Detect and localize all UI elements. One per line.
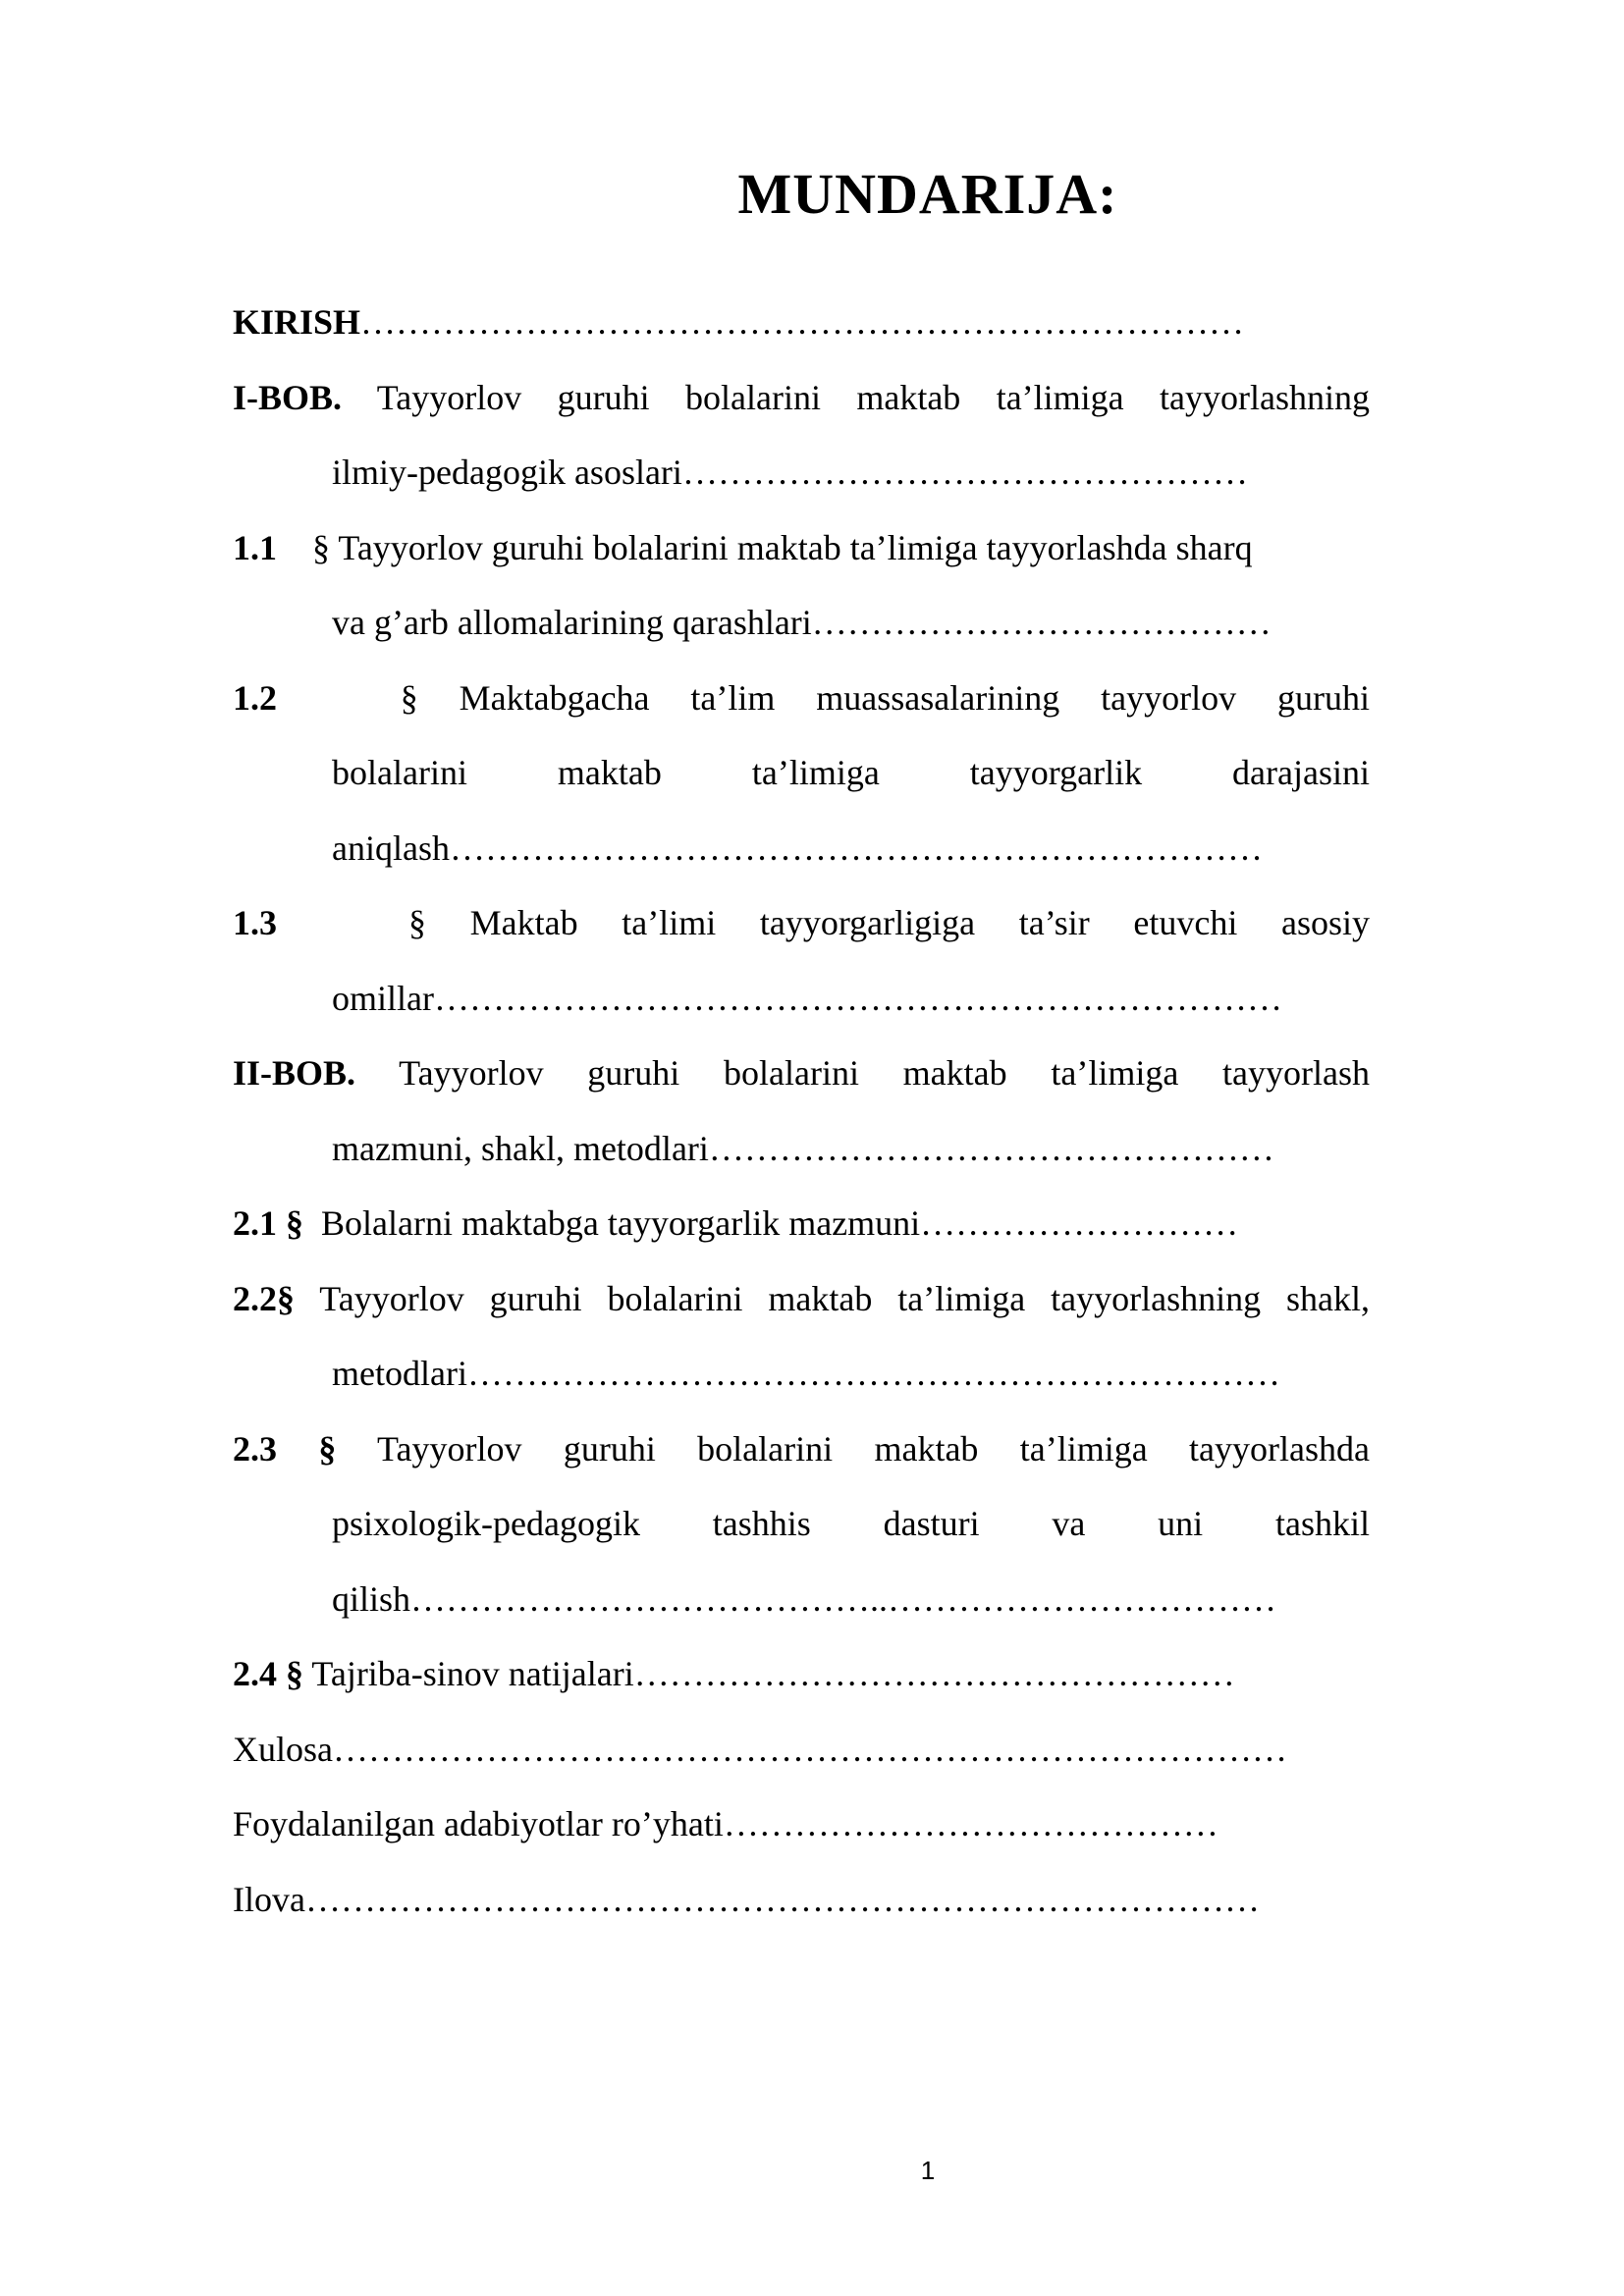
toc-number: 2.3 § — [233, 1428, 337, 1468]
toc-label: KIRISH — [233, 302, 361, 342]
toc-leader-dots: …………………………………………………………… — [449, 828, 1263, 868]
toc-number: 1.1 — [233, 527, 277, 567]
toc-title: Tajriba-sinov natijalari — [311, 1654, 634, 1693]
toc-number: I-BOB. — [233, 377, 343, 417]
toc-number: 1.2 — [233, 677, 277, 718]
table-of-contents — [233, 285, 1370, 1937]
toc-title: § Tayyorlov guruhi bolalarini maktab ta’limiga tayyorlashda sharq — [312, 527, 1253, 567]
toc-number: 2.4 § — [233, 1654, 303, 1693]
toc-number: II-BOB. — [233, 1053, 356, 1093]
toc-entry-section-2-2[interactable] — [233, 1261, 1370, 1412]
toc-leader-dots: ………………………………………… — [708, 1128, 1274, 1168]
toc-entry-section-1-3[interactable] — [233, 885, 1370, 1036]
toc-leader-dots: ………………………………………… — [681, 453, 1248, 492]
toc-title: Tayyorlov guruhi bolalarini maktab ta’limiga tayyorlashda — [377, 1428, 1370, 1468]
toc-leader-dots: ……………………………………………………………… — [433, 978, 1282, 1018]
toc-title-continuation: omillar — [332, 978, 434, 1018]
toc-entry-section-2-3[interactable] — [233, 1412, 1370, 1637]
toc-title-continuation: mazmuni, shakl, metodlari — [332, 1128, 709, 1168]
page-title: MUNDARIJA: — [737, 162, 1118, 226]
toc-leader-dots: …………………………………………………………… — [466, 1354, 1280, 1393]
toc-entry-bibliography[interactable] — [233, 1787, 1370, 1862]
toc-title: § Maktab ta’limi tayyorgarligiga ta’sir etuvchi asosiy — [407, 903, 1370, 942]
toc-leader-dots: …………………………………..…………………………… — [410, 1578, 1277, 1619]
toc-number: 1.3 — [233, 903, 277, 942]
toc-entry-xulosa[interactable] — [233, 1712, 1370, 1788]
toc-number: 2.1 § — [233, 1203, 303, 1243]
toc-title-continuation: ilmiy-pedagogik asoslari — [332, 453, 682, 492]
toc-title-continuation: va g’arb allomalarining qarashlari — [332, 603, 812, 642]
toc-leader-dots: …………………………………………… — [633, 1654, 1235, 1693]
toc-leader-dots: ………………………………………………………………… — [360, 302, 1245, 342]
page-number: 1 — [920, 2156, 936, 2185]
toc-title: Tayyorlov guruhi bolalarini maktab ta’limiga tayyorlashning shakl, — [319, 1278, 1370, 1318]
toc-number: 2.2§ — [233, 1278, 295, 1318]
toc-entry-section-2-1[interactable] — [233, 1186, 1370, 1261]
toc-entry-appendix[interactable] — [233, 1862, 1370, 1938]
toc-entry-section-1-2[interactable] — [233, 661, 1370, 886]
toc-entry-section-2-4[interactable] — [233, 1636, 1370, 1712]
toc-title-continuation: qilish — [332, 1578, 411, 1619]
toc-leader-dots: ……………………… — [920, 1203, 1239, 1243]
toc-entry-chapter-1[interactable] — [233, 360, 1370, 510]
toc-entry-chapter-2[interactable] — [233, 1036, 1370, 1186]
toc-leader-dots: ………………………………… — [811, 603, 1272, 642]
toc-title: Bolalarni maktabga tayyorgarlik mazmuni — [321, 1203, 921, 1243]
toc-leader-dots: …………………………………… — [723, 1804, 1218, 1843]
toc-entry-section-1-1[interactable] — [233, 510, 1370, 661]
toc-leader-dots: ……………………………………………………………………… — [333, 1729, 1287, 1769]
toc-label: Ilova — [233, 1879, 305, 1919]
toc-title-continuation: metodlari — [332, 1354, 467, 1393]
toc-title: Tayyorlov guruhi bolalarini maktab ta’limiga tayyorlashning — [376, 377, 1370, 417]
toc-label: Foydalanilgan adabiyotlar ro’yhati — [233, 1804, 724, 1843]
toc-leader-dots: ……………………………………………………………………… — [304, 1879, 1260, 1919]
toc-title-continuation: bolalarini maktab ta’limiga tayyorgarlik darajasini — [332, 753, 1370, 792]
toc-entry-kirish[interactable] — [233, 285, 1370, 360]
toc-label: Xulosa — [233, 1729, 333, 1769]
toc-title-continuation: psixologik-pedagogik tashhis dasturi va uni tashkil — [332, 1504, 1370, 1543]
toc-title: Tayyorlov guruhi bolalarini maktab ta’limiga tayyorlash — [399, 1053, 1370, 1093]
toc-title-continuation: aniqlash — [332, 828, 450, 868]
toc-title: § Maktabgacha ta’lim muassasalarining tayyorlov guruhi — [400, 677, 1370, 718]
